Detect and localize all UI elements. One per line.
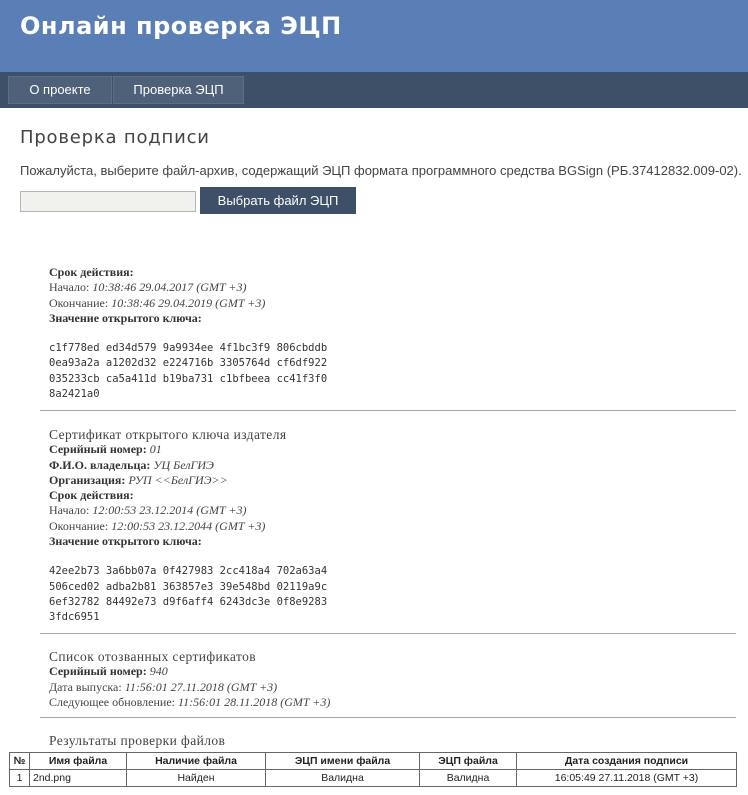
- site-title: Онлайн проверка ЭЦП: [20, 12, 342, 40]
- choose-file-button[interactable]: Выбрать файл ЭЦП: [200, 187, 356, 214]
- column-header: №: [10, 753, 30, 770]
- instruction-text: Пожалуйста, выберите файл-архив, содержащий ЭЦП формата программного средства BGSign (РБ.37412832.009-02).: [20, 163, 742, 178]
- issuer-certificate-section: Сертификат открытого ключа издателя Серийный номер: 01 Ф.И.О. владельца: УЦ БелГИЭ Организация: РУП <<БелГИЭ>> Срок действия: Начало: 12:00:53 23.12.2014 (GMT +3) Окончание: 12:00:53 23.12.2044 (GMT +3) Значение открытого ключа: 42ee2b73 3a6bb07a 0f427983 2cc418a4 702a63a4 506ced02 adba2b81 363857e3 39e548bd 02119a9c 6ef32782 84492e73 d9f6aff4 6243dc3e 0f8e9283 3fdc6951: [49, 427, 327, 626]
- issuer-end-value: 12:00:53 23.12.2044 (GMT +3): [111, 518, 266, 533]
- validity-end-row: Окончание: 10:38:46 29.04.2019 (GMT +3): [49, 295, 266, 310]
- file-path-input[interactable]: [20, 191, 196, 212]
- page-title: Проверка подписи: [20, 127, 210, 148]
- validity-end-value: 10:38:46 29.04.2019 (GMT +3): [111, 295, 266, 310]
- file-presence: Найден: [127, 770, 266, 787]
- nav-bar: [0, 72, 748, 108]
- validity-start-value: 10:38:46 29.04.2017 (GMT +3): [92, 280, 247, 295]
- results-heading: Результаты проверки файлов: [49, 733, 226, 748]
- results-table: [9, 752, 737, 787]
- column-header: Дата создания подписи: [517, 753, 737, 770]
- issuer-serial-value: 01: [149, 442, 162, 457]
- crl-section: Список отозванных сертификатов Серийный номер: 940 Дата выпуска: 11:56:01 27.11.2018 (GMT +3) Следующее обновление: 11:56:01 28.11.2018 (GMT +3): [49, 649, 331, 709]
- validity-start-row: Начало: 10:38:46 29.04.2017 (GMT +3): [49, 280, 247, 295]
- public-key-label: Значение открытого ключа:: [49, 310, 202, 325]
- file-name: 2nd.png: [30, 770, 127, 787]
- filename-signature-status: Валидна: [266, 770, 420, 787]
- crl-heading: Список отозванных сертификатов: [49, 649, 256, 664]
- public-key-value: c1f778ed ed34d579 9a9934ee 4f1bc3f9 806cbddb 0ea93a2a a1202d32 e224716b 3305764d cf6df922 035233cb ca5a411d b19ba731 c1bfbeea cc41f3f0 8a2421a0: [49, 342, 328, 401]
- site-header: [0, 0, 748, 72]
- table-row: [10, 770, 737, 787]
- crl-serial-value: 940: [149, 664, 168, 679]
- divider: [40, 633, 736, 634]
- tab-about[interactable]: О проекте: [8, 76, 112, 104]
- file-signature-status: Валидна: [420, 770, 517, 787]
- issuer-owner-value: УЦ БелГИЭ: [153, 457, 214, 472]
- results-section: [49, 733, 225, 748]
- table-header-row: [10, 753, 737, 770]
- divider: [40, 410, 736, 411]
- certificate-section: [49, 265, 327, 402]
- tab-check-signature[interactable]: Проверка ЭЦП: [113, 76, 244, 104]
- crl-next-value: 11:56:01 28.11.2018 (GMT +3): [177, 694, 331, 709]
- validity-label: Срок действия:: [49, 265, 134, 279]
- divider: [40, 717, 736, 718]
- issuer-heading: Сертификат открытого ключа издателя: [49, 427, 287, 442]
- column-header: Имя файла: [30, 753, 127, 770]
- issuer-start-value: 12:00:53 23.12.2014 (GMT +3): [92, 503, 247, 518]
- column-header: ЭЦП файла: [420, 753, 517, 770]
- column-header: Наличие файла: [127, 753, 266, 770]
- crl-issue-value: 11:56:01 27.11.2018 (GMT +3): [124, 679, 278, 694]
- column-header: ЭЦП имени файла: [266, 753, 420, 770]
- row-number: 1: [10, 770, 30, 787]
- signature-date: 16:05:49 27.11.2018 (GMT +3): [517, 770, 737, 787]
- issuer-org-value: РУП <<БелГИЭ>>: [128, 472, 228, 487]
- issuer-public-key-value: 42ee2b73 3a6bb07a 0f427983 2cc418a4 702a63a4 506ced02 adba2b81 363857e3 39e548bd 02119a9c 6ef32782 84492e73 d9f6aff4 6243dc3e 0f8e9283 3fdc6951: [49, 565, 328, 624]
